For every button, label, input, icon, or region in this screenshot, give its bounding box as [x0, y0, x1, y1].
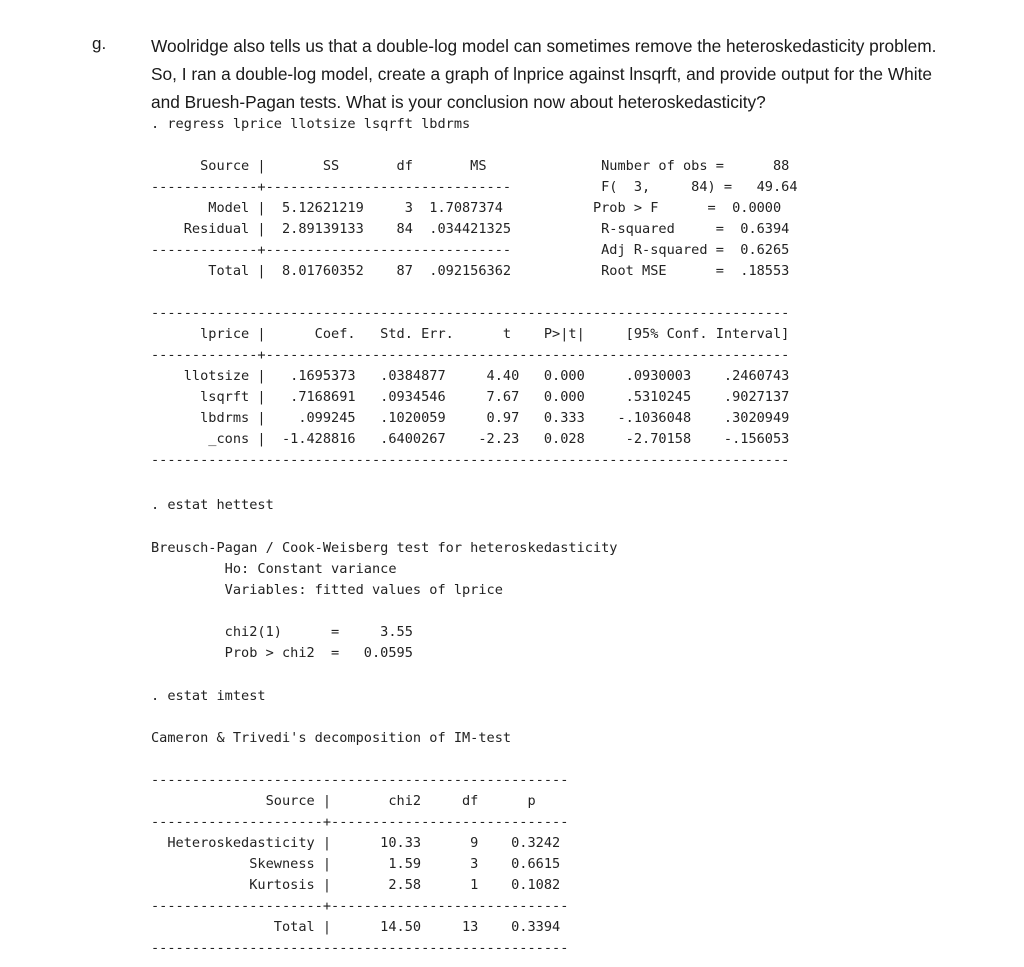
- imtest-title: Cameron & Trivedi's decomposition of IM-test: [151, 730, 512, 746]
- coefficient-table: ------------------------------------------------------------------------------ lprice | Coef. Std. Err. t P>|t| [95% Conf. Interval] -------------+---------------------------------------------------------------- llotsize | .1695373 .0384877 4.40 0.000 .0930003 .2460743 lsqrft | .7168691 .0934546 7.67 0.000 .5310245 .9027137 lbdrms | .099245 .1020059 0.97 0.333 -.1036048 .3020949 _cons | -1.428816 .6400267 -2.23 0.028 -2.70158 -.156053 ------------------------------------------------------------------------------: [151, 305, 790, 468]
- question-label: g.: [92, 34, 107, 53]
- imtest-table: --------------------------------------------------- Source | chi2 df p ---------------------+----------------------------- Heteroskedasticity | 10.33 9 0.3242 Skewness | 1.59 3 0.6615 Kurtosis | 2.58 1 0.1082 ---------------------+----------------------------- Total | 14.50 13 0.3394 ---------------------------------------------------: [151, 772, 569, 956]
- regress-command: . regress lprice llotsize lsqrft lbdrms: [151, 116, 471, 132]
- question-text: [151, 32, 1011, 116]
- anova-table: Source | SS df MS Number of obs = 88 -------------+------------------------------ F( 3, 84) = 49.64 Model | 5.12621219 3 1.7087374 Prob > F = 0.0000 Residual | 2.89139133 84 .034421325 R-squared = 0.6394 -------------+------------------------------ Adj R-squared = 0.6265 Total | 8.01760352 87 .092156362 Root MSE = .18553: [151, 158, 798, 279]
- question-line-1: Woolridge also tells us that a double-log model can sometimes remove the heteroskedasticity problem.: [151, 36, 937, 56]
- imtest-command: . estat imtest: [151, 688, 266, 704]
- question-line-2: So, I ran a double-log model, create a graph of lnprice against lnsqrft, and provide output for the White: [151, 64, 932, 84]
- hettest-output: Breusch-Pagan / Cook-Weisberg test for heteroskedasticity Ho: Constant variance Variables: fitted values of lprice chi2(1) = 3.55 Prob > chi2 = 0.0595: [151, 540, 618, 661]
- question-line-3: and Bruesh-Pagan tests. What is your conclusion now about heteroskedasticity?: [151, 92, 766, 112]
- hettest-command: . estat hettest: [151, 497, 274, 513]
